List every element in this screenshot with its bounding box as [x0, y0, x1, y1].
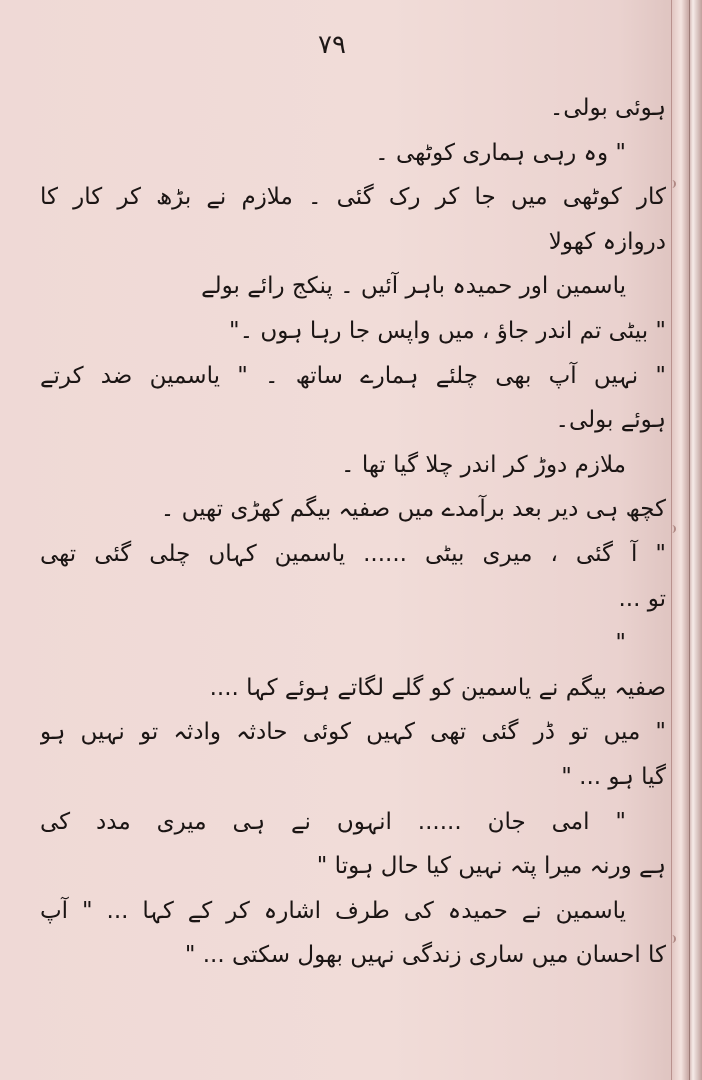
text-line: تو ... [618, 585, 666, 612]
text-line: یاسمین نے حمیدہ کی طرف اشارہ کر کے کہا ... " آپ [40, 897, 626, 924]
book-spine [671, 0, 702, 1080]
text-line: ہوئی بولی۔ [549, 95, 666, 121]
text-line: " نہیں آپ بھی چلئے ہمارے ساتھ ۔ " یاسمین ضد کرتے [40, 362, 666, 389]
text-line: یاسمین اور حمیدہ باہر آئیں ۔ پنکج رائے بولے [201, 273, 626, 300]
text-line: " امی جان ...... انہوں نے ہی میری مدد کی [40, 808, 626, 835]
text-line: " [615, 630, 626, 657]
body-text [40, 86, 666, 978]
text-line: کچھ ہی دیر بعد برآمدے میں صفیہ بیگم کھڑی تھیں ۔ [160, 496, 666, 523]
text-line: صفیہ بیگم نے یاسمین کو گلے لگاتے ہوئے کہا .... [209, 674, 666, 701]
text-line: " میں تو ڈر گئی تھی کہیں کوئی حادثہ وادثہ تو نہیں ہو [40, 719, 666, 746]
text-line: " بیٹی تم اندر جاؤ ، میں واپس جا رہا ہوں ۔" [229, 317, 666, 344]
text-line: ہے ورنہ میرا پتہ نہیں کیا حال ہوتا " [316, 853, 666, 880]
text-line: " وہ رہی ہماری کوٹھی ۔ [375, 139, 626, 166]
text-line: ملازم دوڑ کر اندر چلا گیا تھا ۔ [341, 451, 626, 478]
spine-crease [689, 0, 690, 1080]
text-line: دروازہ کھولا [548, 228, 666, 255]
text-line: " آ گئی ، میری بیٹی ...... یاسمین کہاں چلی گئی تھی [40, 540, 666, 567]
text-line: کار کوٹھی میں جا کر رک گئی ۔ ملازم نے بڑھ کر کار کا [40, 184, 666, 211]
text-line: کا احسان میں ساری زندگی نہیں بھول سکتی ... " [184, 942, 666, 969]
page-number: ۷۹ [318, 30, 346, 60]
text-line: ہوئے بولی۔ [555, 407, 666, 434]
text-line: گیا ہو ... " [561, 763, 666, 790]
